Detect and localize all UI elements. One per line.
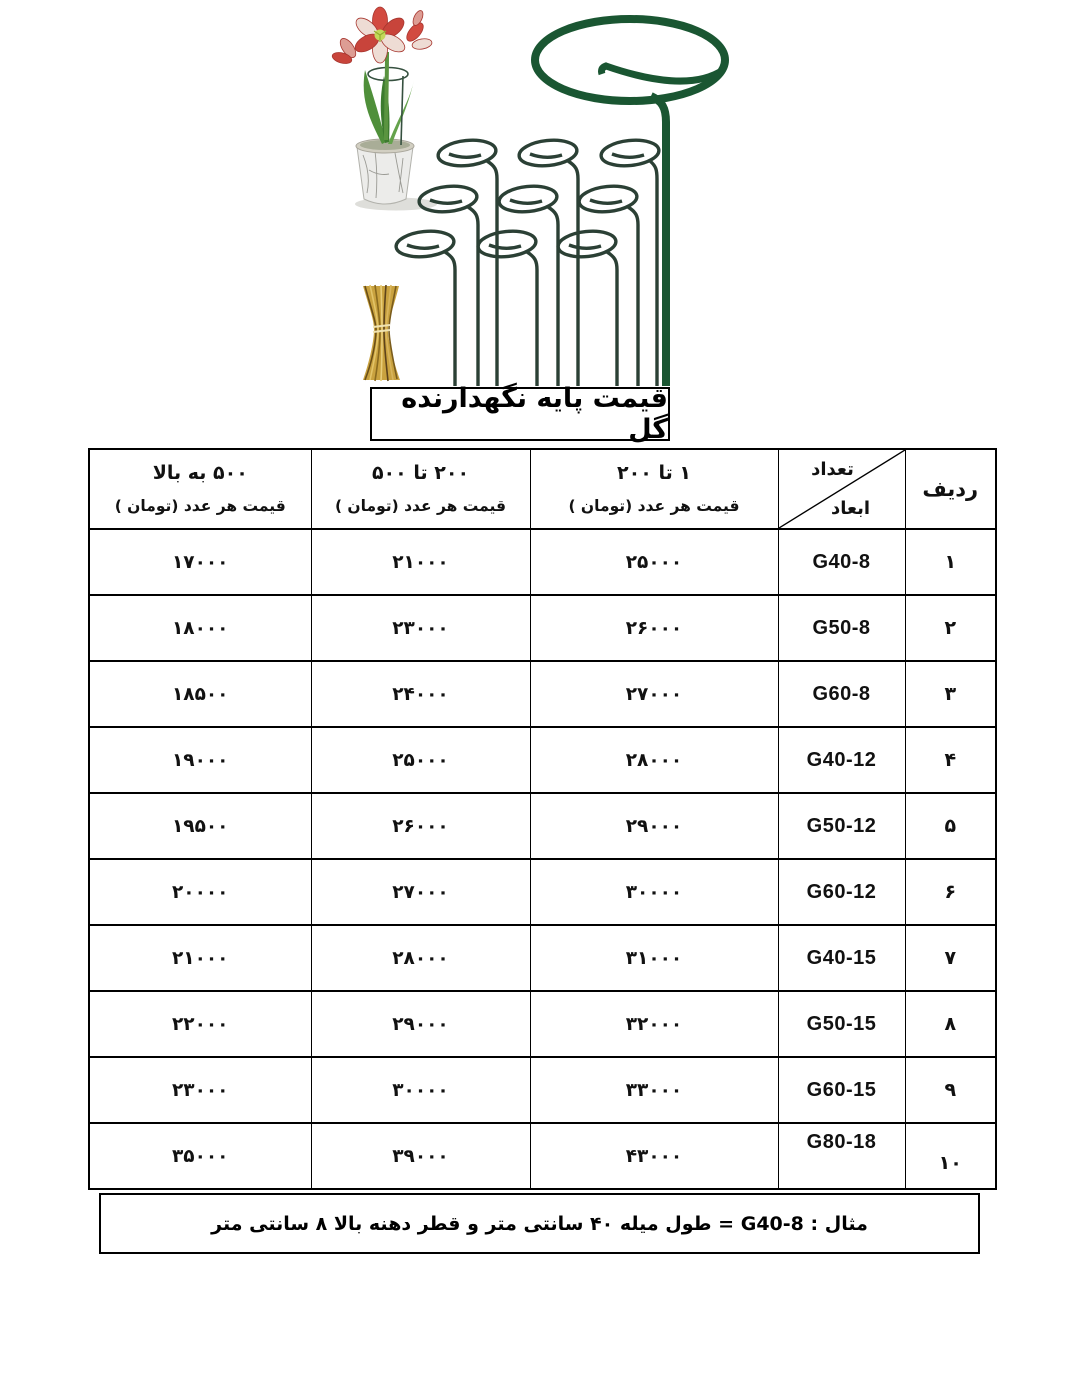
model-cell: G40-8 <box>778 529 905 595</box>
potted-amaryllis-icon <box>331 7 437 211</box>
row-index-cell: ۲ <box>905 595 996 661</box>
row-index-cell: ۱ <box>905 529 996 595</box>
header-dimensions-label: ابعاد <box>830 498 871 519</box>
price-200-500-cell: ۲۵۰۰۰ <box>311 727 530 793</box>
row-index-cell: ۹ <box>905 1057 996 1123</box>
table-row <box>89 595 996 661</box>
price-500-up-cell: ۱۸۰۰۰ <box>89 595 311 661</box>
range-label: ۲۰۰ تا ۵۰۰ <box>371 461 470 484</box>
price-1-200-cell: ۲۹۰۰۰ <box>530 793 778 859</box>
model-cell: G60-12 <box>778 859 905 925</box>
price-500-up-cell: ۱۸۵۰۰ <box>89 661 311 727</box>
row-index-cell: ۴ <box>905 727 996 793</box>
table-row <box>89 1123 996 1189</box>
table-row <box>89 529 996 595</box>
price-500-up-cell: ۱۹۰۰۰ <box>89 727 311 793</box>
row-index-cell: ۸ <box>905 991 996 1057</box>
price-500-up-cell: ۲۰۰۰۰ <box>89 859 311 925</box>
header-range-200-500 <box>311 449 530 529</box>
price-500-up-cell: ۲۲۰۰۰ <box>89 991 311 1057</box>
header-range-1-200 <box>530 449 778 529</box>
table-row <box>89 991 996 1057</box>
price-500-up-cell: ۲۱۰۰۰ <box>89 925 311 991</box>
price-500-up-cell: ۲۳۰۰۰ <box>89 1057 311 1123</box>
price-1-200-cell: ۲۶۰۰۰ <box>530 595 778 661</box>
bamboo-bundle-icon <box>363 285 400 381</box>
range-label: ۱ تا ۲۰۰ <box>617 461 691 484</box>
header-diagonal-cell <box>778 449 905 529</box>
table-row <box>89 925 996 991</box>
price-500-up-cell: ۳۵۰۰۰ <box>89 1123 311 1189</box>
model-cell: G40-12 <box>778 727 905 793</box>
model-cell: G40-15 <box>778 925 905 991</box>
price-1-200-cell: ۳۳۰۰۰ <box>530 1057 778 1123</box>
header-quantity-label: تعداد <box>811 459 854 480</box>
price-1-200-cell: ۳۰۰۰۰ <box>530 859 778 925</box>
price-200-500-cell: ۲۷۰۰۰ <box>311 859 530 925</box>
model-cell: G80-18 <box>778 1123 905 1189</box>
price-1-200-cell: ۲۸۰۰۰ <box>530 727 778 793</box>
price-1-200-cell: ۴۳۰۰۰ <box>530 1123 778 1189</box>
row-index-cell: ۷ <box>905 925 996 991</box>
price-200-500-cell: ۳۹۰۰۰ <box>311 1123 530 1189</box>
row-index-cell: ۵ <box>905 793 996 859</box>
header-range-500-up <box>89 449 311 529</box>
price-200-500-cell: ۲۸۰۰۰ <box>311 925 530 991</box>
price-1-200-cell: ۳۱۰۰۰ <box>530 925 778 991</box>
model-cell: G60-8 <box>778 661 905 727</box>
price-200-500-cell: ۲۹۰۰۰ <box>311 991 530 1057</box>
example-note: مثال : G40-8 = طول میله ۴۰ سانتی متر و قطر دهنه بالا ۸ سانتی متر <box>99 1193 980 1254</box>
price-1-200-cell: ۲۷۰۰۰ <box>530 661 778 727</box>
product-photo <box>300 0 740 392</box>
price-200-500-cell: ۲۱۰۰۰ <box>311 529 530 595</box>
page-title: قیمت پایه نگهدارنده گل <box>370 387 670 441</box>
unit-price-label: قیمت هر عدد (تومان ) <box>114 496 286 515</box>
header-row <box>89 449 996 529</box>
table-row <box>89 661 996 727</box>
price-table <box>88 448 997 1190</box>
table-row <box>89 727 996 793</box>
row-index-cell: ۶ <box>905 859 996 925</box>
price-500-up-cell: ۱۹۵۰۰ <box>89 793 311 859</box>
large-stake-ring-icon <box>535 19 725 386</box>
model-cell: G60-15 <box>778 1057 905 1123</box>
range-label: ۵۰۰ به بالا <box>152 461 248 484</box>
price-1-200-cell: ۲۵۰۰۰ <box>530 529 778 595</box>
price-500-up-cell: ۱۷۰۰۰ <box>89 529 311 595</box>
header-row-number: ردیف <box>905 449 996 529</box>
model-cell: G50-8 <box>778 595 905 661</box>
price-200-500-cell: ۲۶۰۰۰ <box>311 793 530 859</box>
table-row <box>89 859 996 925</box>
model-cell: G50-15 <box>778 991 905 1057</box>
price-200-500-cell: ۳۰۰۰۰ <box>311 1057 530 1123</box>
price-200-500-cell: ۲۴۰۰۰ <box>311 661 530 727</box>
support-stakes-grid-icon <box>395 138 660 386</box>
price-1-200-cell: ۳۲۰۰۰ <box>530 991 778 1057</box>
table-row <box>89 793 996 859</box>
row-index-cell: ۱۰ <box>905 1123 996 1189</box>
table-row <box>89 1057 996 1123</box>
price-200-500-cell: ۲۳۰۰۰ <box>311 595 530 661</box>
model-cell: G50-12 <box>778 793 905 859</box>
unit-price-label: قیمت هر عدد (تومان ) <box>334 496 507 515</box>
row-index-cell: ۳ <box>905 661 996 727</box>
unit-price-label: قیمت هر عدد (تومان ) <box>568 496 740 515</box>
